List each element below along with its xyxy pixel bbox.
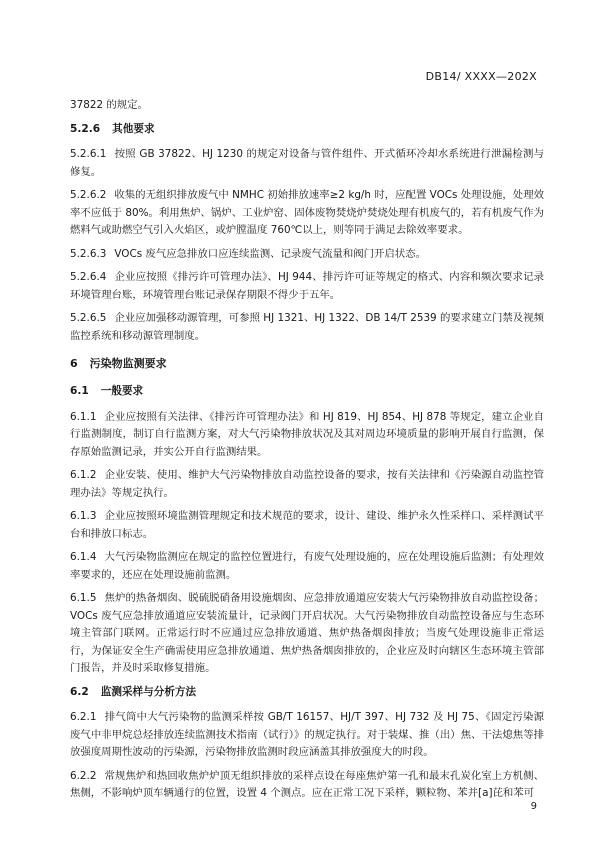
clause-number: 6.1.2	[70, 469, 97, 481]
clause-text: 污染物监测要求	[89, 357, 167, 370]
clause-number: 6	[70, 357, 78, 370]
clause-number: 5.2.6.3	[70, 247, 107, 260]
clause-number: 6.2.2	[70, 769, 97, 782]
section-heading	[70, 121, 544, 139]
clause-text: 常规焦炉和热回收焦炉炉顶无组织排放的采样点设在每座焦炉第一孔和最末孔炭化室上方机侧、焦侧，不影响炉顶车辆通行的位置，设置 4 个测点。应在正常工况下采样，颗粒物、苯并[a]芘和苯可	[70, 769, 544, 799]
clause-paragraph	[70, 269, 544, 304]
clause-number: 5.2.6.1	[70, 148, 107, 160]
chapter-heading	[70, 355, 544, 373]
clause-text: 企业应按照有关法律、《排污许可管理办法》和 HJ 819、HJ 854、HJ 878 等规定，建立企业自行监测制度，制订自行监测方案，对大气污染物排放状况及其对周边环境质量的影响开展自行监测，保存原始监测记录，并实公开自行监测结果。	[70, 410, 544, 458]
clause-paragraph	[70, 508, 544, 543]
clause-text: 其他要求	[112, 122, 155, 135]
clause-paragraph	[70, 590, 544, 678]
clause-text: 排气筒中大气污染物的监测采样按 GB/T 16157、HJ/T 397、HJ 732 及 HJ 75、《固定污染源废气中非甲烷总烃排放连续监测技术指南（试行）》的规定执行。对于装煤、推（出）焦、干法熄焦等排放强度周期性波动的污染源，污染物排放监测时段应涵盖其排放强度大的时段。	[70, 711, 544, 758]
clause-text: 按照 GB 37822、HJ 1230 的规定对设备与管件组件、开式循环冷却水系统进行泄漏检测与修复。	[70, 148, 544, 178]
clause-number: 6.1.1	[70, 410, 97, 423]
clause-text: 大气污染物监测应在规定的监控位置进行，有废气处理设施的，应在处理设施后监测；有处理效率要求的，还应在处理设施前监测。	[70, 551, 544, 581]
clause-paragraph	[70, 97, 544, 115]
clause-number: 6.1.4	[70, 551, 97, 563]
clause-paragraph	[70, 409, 544, 462]
clause-text: 监测采样与分析方法	[100, 685, 197, 698]
clause-paragraph	[70, 709, 544, 762]
clause-text: 企业应按照环境监测管理规定和技术规范的要求，设计、建设、维护永久性采样口、采样测试平台和排放口标志。	[70, 510, 544, 540]
clause-number: 6.1	[70, 385, 89, 397]
clause-paragraph	[70, 768, 544, 803]
clause-text: 企业安装、使用、维护大气污染物排放自动监控设备的要求，按有关法律和《污染源自动监控管理办法》等规定执行。	[70, 469, 544, 499]
clause-text: 一般要求	[100, 385, 144, 397]
clause-paragraph	[70, 246, 544, 264]
section-heading	[70, 383, 544, 401]
clause-paragraph	[70, 467, 544, 502]
clause-number: 5.2.6	[70, 122, 101, 135]
clause-number: 6.1.5	[70, 592, 97, 604]
page-number: 9	[530, 801, 537, 812]
section-heading	[70, 684, 544, 702]
clause-text: 企业应加强移动源管理，可参照 HJ 1321、HJ 1322、DB 14/T 2539 的要求建立门禁及视频监控系统和移动源管理制度。	[70, 312, 544, 342]
clause-number: 5.2.6.2	[70, 189, 107, 201]
clause-text: 企业应按照《排污许可管理办法》、HJ 944、排污许可证等规定的格式、内容和频次要求记录环境管理台账，环境管理台账记录保存期限不得少于五年。	[70, 271, 544, 301]
document-code: DB14/ XXXX—202X	[425, 70, 537, 83]
clause-text: 焦炉的热备烟囱、脱硫脱硝备用设施烟囱、应急排放通道应安装大气污染物排放自动监控设备；VOCs 废气应急排放通道应安装流量计，记录阀门开启状况。大气污染物排放自动监控设备应与生态环境主管部门联网。正常运行时不应通过应急排放通道、焦炉热备烟囱排放；当废气处理设施非正常运行，为保证安全生产确需使用应急排放通道、焦炉热备烟囱排放的，企业应及时向辖区生态环境主管部门报告，并及时采取修复措施。	[70, 592, 544, 674]
clause-text: 收集的无组织排放废气中 NMHC 初始排放速率≥2 kg/h 时，应配置 VOCs 处理设施，处理效率不应低于 80%。利用焦炉、锅炉、工业炉窑、固体废物焚烧炉焚烧处理有机废气的，若有机废气作为燃料气或助燃空气引入火焰区，或炉膛温度 760℃以上，则等同于满足去除效率要求。	[70, 189, 544, 236]
document-body	[70, 97, 544, 809]
clause-number: 6.2.1	[70, 711, 97, 723]
clause-paragraph	[70, 549, 544, 584]
clause-paragraph	[70, 146, 544, 181]
clause-number: 6.1.3	[70, 510, 97, 522]
clause-paragraph	[70, 310, 544, 345]
clause-number: 5.2.6.4	[70, 271, 107, 283]
clause-paragraph	[70, 187, 544, 240]
clause-number: 5.2.6.5	[70, 312, 107, 324]
clause-number: 6.2	[70, 685, 89, 698]
clause-text: VOCs 废气应急排放口应连续监测、记录废气流量和阀门开启状态。	[114, 247, 426, 260]
clause-text: 37822 的规定。	[70, 99, 148, 111]
